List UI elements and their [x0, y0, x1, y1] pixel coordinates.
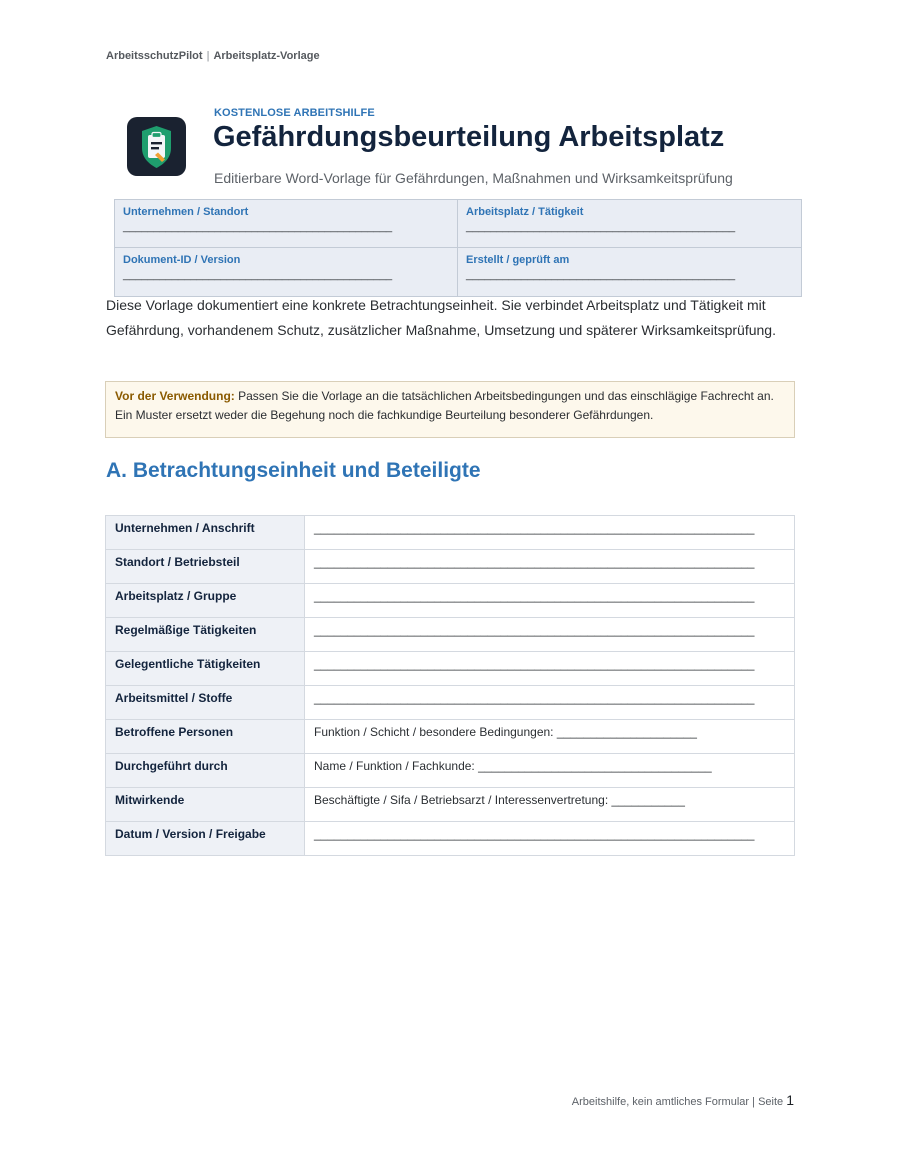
table-row [106, 686, 795, 720]
document-meta-box [114, 199, 802, 297]
running-header [106, 50, 320, 62]
meta-field-label: Dokument-ID / Version [123, 254, 241, 266]
table-row [106, 720, 795, 754]
row-label: Betroffene Personen [106, 720, 305, 754]
clipboard-shield-icon [127, 117, 186, 176]
row-input[interactable]: Beschäftigte / Sifa / Betriebsarzt / Interessenvertretung: ___________ [305, 788, 795, 822]
table-row [106, 754, 795, 788]
meta-field-blank: ____________________________________________ [123, 269, 393, 281]
footer-separator: | [752, 1096, 755, 1108]
table-row [106, 822, 795, 856]
page-number: 1 [786, 1092, 794, 1108]
meta-field-label: Unternehmen / Standort [123, 206, 249, 218]
meta-field-label: Arbeitsplatz / Tätigkeit [466, 206, 584, 218]
row-input[interactable]: Name / Funktion / Fachkunde: ___________________________________ [305, 754, 795, 788]
section-a-table [105, 515, 795, 856]
table-row [106, 550, 795, 584]
footer-page-label: Seite [758, 1096, 784, 1108]
row-input[interactable]: __________________________________________________________________ [305, 822, 795, 856]
meta-field-blank: ____________________________________________ [466, 221, 736, 233]
page-title: Gefährdungsbeurteilung Arbeitsplatz [213, 121, 725, 153]
meta-field-blank: ____________________________________________ [466, 269, 736, 281]
table-row [106, 652, 795, 686]
header-separator: | [206, 50, 210, 62]
usage-notice [105, 381, 795, 438]
table-row [106, 584, 795, 618]
row-input[interactable]: __________________________________________________________________ [305, 550, 795, 584]
row-label: Standort / Betriebsteil [106, 550, 305, 584]
row-input[interactable]: __________________________________________________________________ [305, 652, 795, 686]
table-row [106, 618, 795, 652]
header-brand: ArbeitsschutzPilot [106, 50, 203, 62]
header-doc-type: Arbeitsplatz-Vorlage [213, 50, 320, 62]
notice-text: Passen Sie die Vorlage an die tatsächlichen Arbeitsbedingungen und das einschlägige Fachrecht an. Ein Muster ersetzt weder die Begehung noch die fachkundige Beurteilung besonderer Gefährdungen. [115, 389, 774, 422]
row-input[interactable]: __________________________________________________________________ [305, 618, 795, 652]
meta-field-blank: ____________________________________________ [123, 221, 393, 233]
section-a-heading: A. Betrachtungseinheit und Beteiligte [106, 459, 481, 482]
row-input[interactable]: __________________________________________________________________ [305, 584, 795, 618]
table-row [106, 516, 795, 550]
notice-lead: Vor der Verwendung: [115, 389, 235, 403]
footer-text: Arbeitshilfe, kein amtliches Formular [571, 1096, 750, 1108]
row-label: Regelmäßige Tätigkeiten [106, 618, 305, 652]
row-label: Gelegentliche Tätigkeiten [106, 652, 305, 686]
row-input[interactable]: __________________________________________________________________ [305, 516, 795, 550]
meta-field-workplace-activity[interactable] [458, 200, 801, 248]
kicker-label: KOSTENLOSE ARBEITSHILFE [214, 107, 375, 119]
meta-field-document-id[interactable] [115, 248, 458, 296]
row-input[interactable]: Funktion / Schicht / besondere Bedingungen: _____________________ [305, 720, 795, 754]
meta-field-company-site[interactable] [115, 200, 458, 248]
intro-paragraph: Diese Vorlage dokumentiert eine konkrete Betrachtungseinheit. Sie verbindet Arbeitsplatz und Tätigkeit mit Gefährdung, vorhandenem Schutz, zusätzlicher Maßnahme, Umsetzung und späterer Wirksamkeitsprüfung. [106, 297, 776, 338]
row-input[interactable]: __________________________________________________________________ [305, 686, 795, 720]
meta-field-created-checked[interactable] [458, 248, 801, 296]
row-label: Datum / Version / Freigabe [106, 822, 305, 856]
row-label: Mitwirkende [106, 788, 305, 822]
page-subtitle: Editierbare Word-Vorlage für Gefährdungen, Maßnahmen und Wirksamkeitsprüfung [214, 170, 733, 186]
row-label: Durchgeführt durch [106, 754, 305, 788]
row-label: Arbeitsplatz / Gruppe [106, 584, 305, 618]
table-row [106, 788, 795, 822]
row-label: Unternehmen / Anschrift [106, 516, 305, 550]
row-label: Arbeitsmittel / Stoffe [106, 686, 305, 720]
page-footer [572, 1092, 794, 1108]
meta-field-label: Erstellt / geprüft am [466, 254, 570, 266]
title-block [127, 103, 807, 193]
